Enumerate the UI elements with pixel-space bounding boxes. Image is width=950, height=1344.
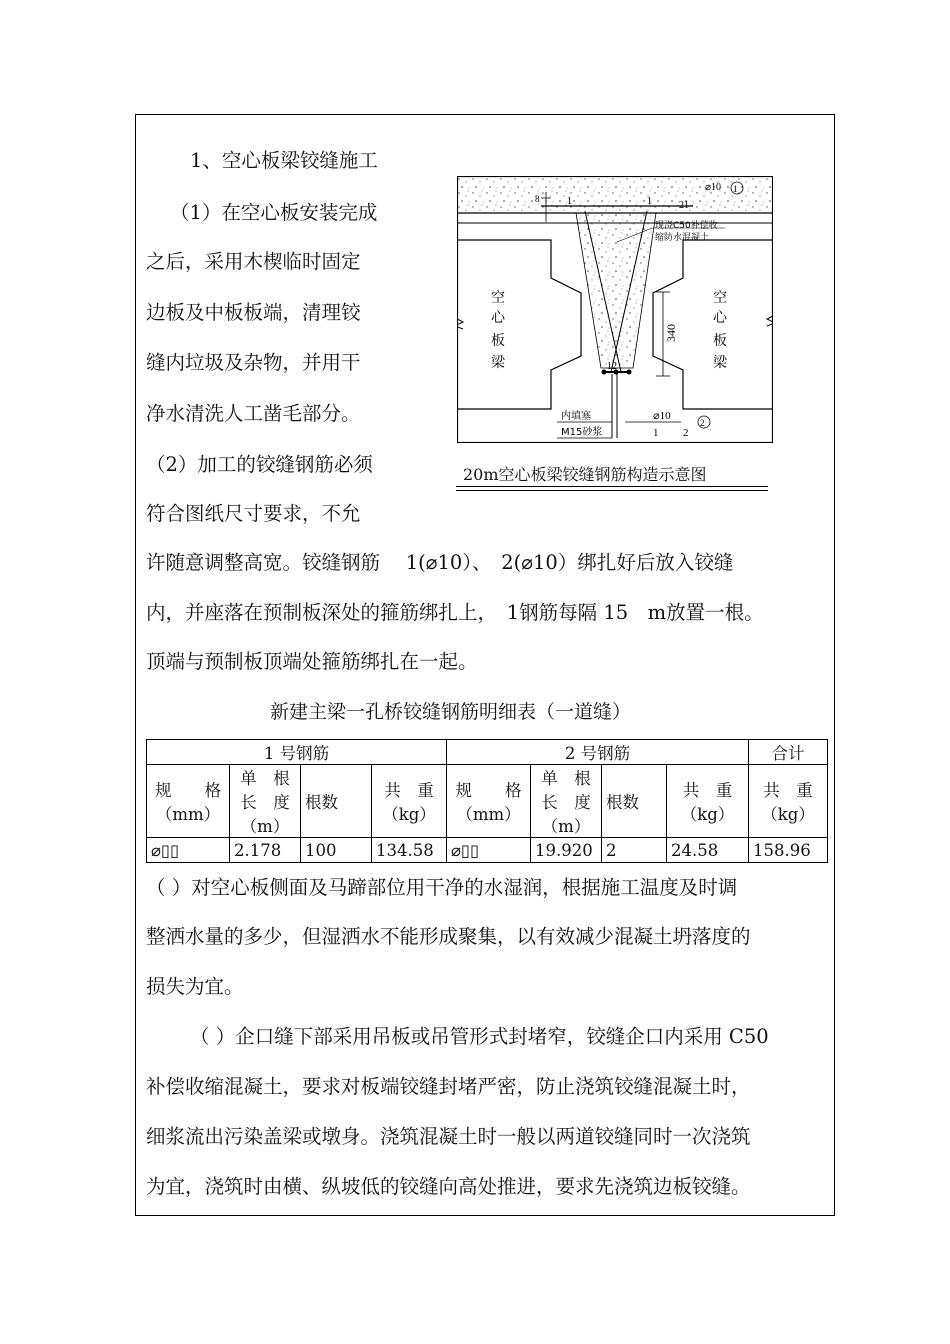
text-line: 内，并座落在预制板深处的箍筋绑扎上， 1钢筋每隔 15 m放置一根。 — [146, 601, 764, 624]
text-line: 净水清洗人工凿毛部分。 — [146, 402, 361, 425]
text-line: 缝内垃圾及杂物，并用干 — [146, 351, 361, 374]
text-line: （ ）企口缝下部采用吊板或吊管形式封堵窄，铰缝企口内采用 C50 — [190, 1025, 769, 1048]
count-header: 根数 — [602, 765, 667, 838]
table-header-row — [147, 740, 828, 765]
concrete-note-2: 缩防水混凝土 — [655, 233, 710, 243]
cell-len2: 19.920 — [531, 838, 602, 863]
side-dim: 8 — [535, 194, 540, 204]
count-header: 根数 — [301, 765, 372, 838]
concrete-note-1: 现浇C50补偿收 — [655, 221, 718, 231]
bottom-label-2: 2 — [683, 427, 689, 439]
text-line: （1）在空心板安装完成 — [170, 201, 378, 224]
table-row — [147, 838, 828, 863]
text-line: 损失为宜。 — [146, 975, 244, 998]
section-title: 1、空心板梁铰缝施工 — [190, 149, 378, 172]
text-line: 整洒水量的多少，但湿洒水不能形成聚集，以有效减少混凝土坍落度的 — [146, 925, 751, 948]
length-header: 单 根 长 度 （m） — [531, 765, 602, 838]
group1-header: 1 号钢筋 — [147, 740, 447, 765]
length-header: 单 根 长 度 （m） — [230, 765, 301, 838]
total-weight-header: 共 重 （kg） — [749, 765, 828, 838]
text-line: 顶端与预制板顶端处箍筋绑扎在一起。 — [146, 650, 478, 673]
rebar-diagram-svg — [457, 176, 773, 443]
right-slab-label: 梁 — [713, 355, 727, 371]
text-line: （ ）对空心板侧面及马蹄部位用干净的水湿润，根据施工温度及时调 — [146, 876, 738, 899]
bottom-mark: 2 — [700, 418, 705, 428]
caption-rule — [456, 486, 768, 487]
text-line: 补偿收缩混凝土，要求对板端铰缝封堵严密，防止浇筑铰缝混凝土时， — [146, 1075, 751, 1098]
left-slab-label: 梁 — [491, 355, 505, 371]
total-header: 合计 — [749, 740, 828, 765]
left-slab-label: 空 — [491, 290, 505, 306]
bottom-label-1: 1 — [653, 427, 659, 439]
cell-weight1: 134.58 — [372, 838, 447, 863]
cell-len1: 2.178 — [230, 838, 301, 863]
bottom-dim: 12 — [607, 361, 617, 372]
table-subheader-row — [147, 765, 828, 838]
cell-count1: 100 — [301, 838, 372, 863]
text-line: （2）加工的铰缝钢筋必须 — [146, 453, 373, 476]
cell-count2: 2 — [602, 838, 667, 863]
fill-note-2: M15砂浆 — [561, 427, 603, 438]
left-slab-label: 板 — [491, 333, 505, 349]
caption-rule — [456, 490, 768, 491]
rebar-diagram — [457, 176, 773, 443]
weight-header: 共 重 （kg） — [667, 765, 749, 838]
text-line: 符合图纸尺寸要求，不允 — [146, 502, 361, 525]
figure-caption: 20m空心板梁铰缝钢筋构造示意图 — [463, 465, 707, 484]
text-line: 许随意调整高宽。铰缝钢筋 1(⌀10）、 2(⌀10）绑扎好后放入铰缝 — [146, 551, 734, 574]
fill-note-1: 内填塞 — [561, 411, 591, 422]
text-line: 为宜，浇筑时由横、纵坡低的铰缝向高处推进，要求先浇筑边板铰缝。 — [146, 1175, 751, 1198]
text-line: 边板及中板板端，清理铰 — [146, 301, 361, 324]
height-dim: 340 — [664, 324, 678, 342]
top-rebar-label: ⌀10 — [705, 182, 722, 193]
spec-header: 规 格 （mm） — [447, 765, 531, 838]
cell-weight2: 24.58 — [667, 838, 749, 863]
left-slab-label: 心 — [491, 310, 505, 326]
cell-spec2: ⌀▯▯ — [447, 838, 531, 863]
cell-total: 158.96 — [749, 838, 828, 863]
spec-header: 规 格 （mm） — [147, 765, 230, 838]
right-slab-label: 空 — [713, 290, 727, 306]
top-len-a: 1 — [567, 196, 572, 207]
bottom-rebar-label: ⌀10 — [653, 410, 671, 422]
right-slab-label: 心 — [713, 310, 727, 326]
right-slab-label: 板 — [713, 333, 727, 349]
group2-header: 2 号钢筋 — [447, 740, 749, 765]
cell-spec1: ⌀▯▯ — [147, 838, 230, 863]
table-title: 新建主梁一孔桥铰缝钢筋明细表（一道缝） — [270, 701, 632, 723]
weight-header: 共 重 （kg） — [372, 765, 447, 838]
top-len-b: 1 — [647, 196, 652, 207]
text-line: 之后，采用木楔临时固定 — [146, 250, 361, 273]
top-mark: 1 — [733, 184, 738, 194]
text-line: 细浆流出污染盖梁或墩身。浇筑混凝土时一般以两道铰缝同时一次浇筑 — [146, 1125, 751, 1148]
rebar-table — [146, 739, 828, 863]
top-dim: 21 — [679, 200, 689, 211]
